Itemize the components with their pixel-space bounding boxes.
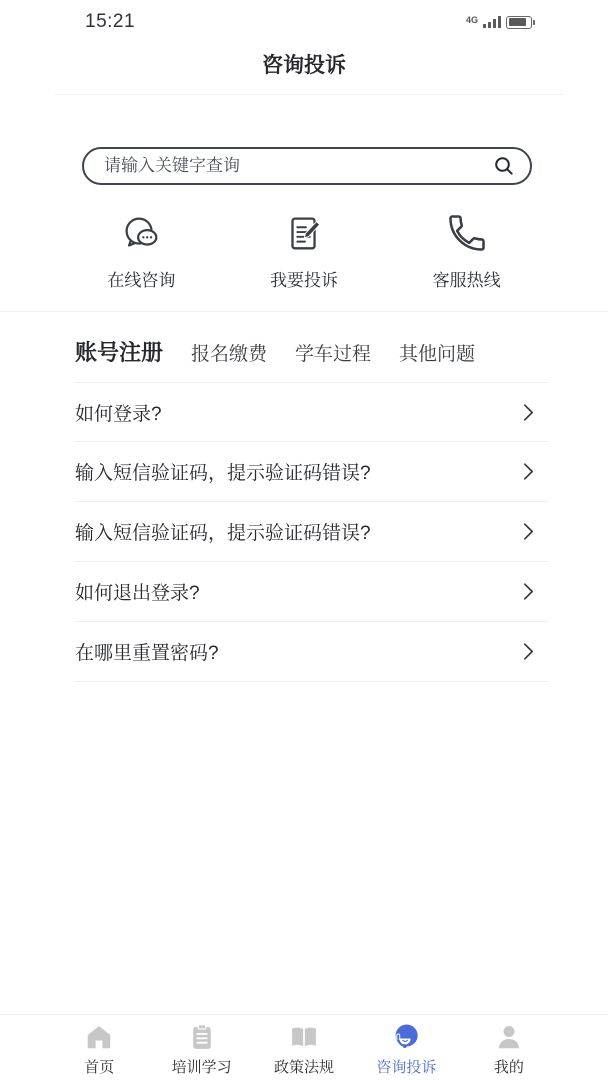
chevron-right-icon bbox=[523, 403, 534, 422]
faq-question: 如何退出登录? bbox=[75, 583, 200, 604]
signal-bars-icon bbox=[483, 16, 501, 29]
chevron-right-icon bbox=[523, 582, 534, 601]
faq-question: 在哪里重置密码? bbox=[75, 643, 219, 664]
faq-item[interactable] bbox=[75, 562, 548, 622]
consult-headset-icon bbox=[391, 1021, 421, 1053]
faq-item[interactable] bbox=[75, 622, 548, 682]
nav-training[interactable] bbox=[150, 1021, 252, 1080]
faq-tabs bbox=[75, 336, 608, 367]
nav-policy[interactable] bbox=[253, 1021, 355, 1080]
chevron-right-icon bbox=[523, 522, 534, 541]
faq-question: 如何登录? bbox=[75, 403, 162, 425]
hotline-label: 客服热线 bbox=[432, 271, 501, 290]
nav-home-label: 首页 bbox=[84, 1059, 115, 1076]
faq-item[interactable] bbox=[75, 442, 548, 502]
phone-icon bbox=[445, 209, 489, 257]
chat-bubbles-icon bbox=[118, 209, 164, 257]
nav-profile[interactable] bbox=[458, 1021, 560, 1080]
quick-actions-row bbox=[60, 209, 548, 291]
chevron-right-icon bbox=[523, 462, 534, 481]
search-bar[interactable] bbox=[82, 147, 532, 185]
faq-item[interactable] bbox=[75, 382, 548, 442]
faq-question: 输入短信验证码，提示验证码错误? bbox=[75, 523, 371, 544]
tab-account-register[interactable]: 账号注册 bbox=[75, 340, 164, 365]
search-input[interactable] bbox=[104, 156, 492, 176]
policy-book-icon bbox=[289, 1021, 319, 1053]
header-divider bbox=[55, 94, 563, 95]
nav-profile-label: 我的 bbox=[493, 1059, 524, 1076]
chevron-right-icon bbox=[523, 642, 534, 661]
nav-home[interactable] bbox=[48, 1021, 150, 1080]
tab-learning-process[interactable]: 学车过程 bbox=[295, 344, 372, 365]
tab-other-questions[interactable]: 其他问题 bbox=[399, 344, 476, 365]
status-bar bbox=[0, 0, 608, 36]
faq-question: 输入短信验证码，提示验证码错误? bbox=[75, 463, 371, 484]
search-icon[interactable] bbox=[492, 154, 516, 178]
bottom-nav bbox=[0, 1014, 608, 1080]
nav-consult-complaint[interactable] bbox=[355, 1021, 457, 1080]
hotline-button[interactable] bbox=[385, 209, 548, 291]
training-clipboard-icon bbox=[187, 1021, 217, 1053]
file-complaint-label: 我要投诉 bbox=[270, 271, 338, 290]
battery-icon bbox=[506, 16, 532, 29]
online-consult-label: 在线咨询 bbox=[107, 271, 176, 290]
section-divider bbox=[0, 311, 608, 312]
file-complaint-button[interactable] bbox=[223, 209, 386, 291]
page-title: 咨询投诉 bbox=[262, 54, 346, 77]
nav-training-label: 培训学习 bbox=[171, 1059, 232, 1076]
home-icon bbox=[84, 1021, 114, 1053]
profile-icon bbox=[494, 1021, 524, 1053]
online-consult-button[interactable] bbox=[60, 209, 223, 291]
nav-policy-label: 政策法规 bbox=[274, 1059, 335, 1076]
faq-item[interactable] bbox=[75, 502, 548, 562]
status-indicators bbox=[466, 16, 532, 29]
nav-consult-complaint-label: 咨询投诉 bbox=[376, 1059, 437, 1076]
tab-signup-payment[interactable]: 报名缴费 bbox=[191, 344, 268, 365]
network-type-label: 4G bbox=[465, 14, 478, 25]
complaint-form-icon bbox=[281, 209, 327, 257]
faq-list bbox=[75, 382, 548, 682]
status-time: 15:21 bbox=[85, 11, 136, 32]
